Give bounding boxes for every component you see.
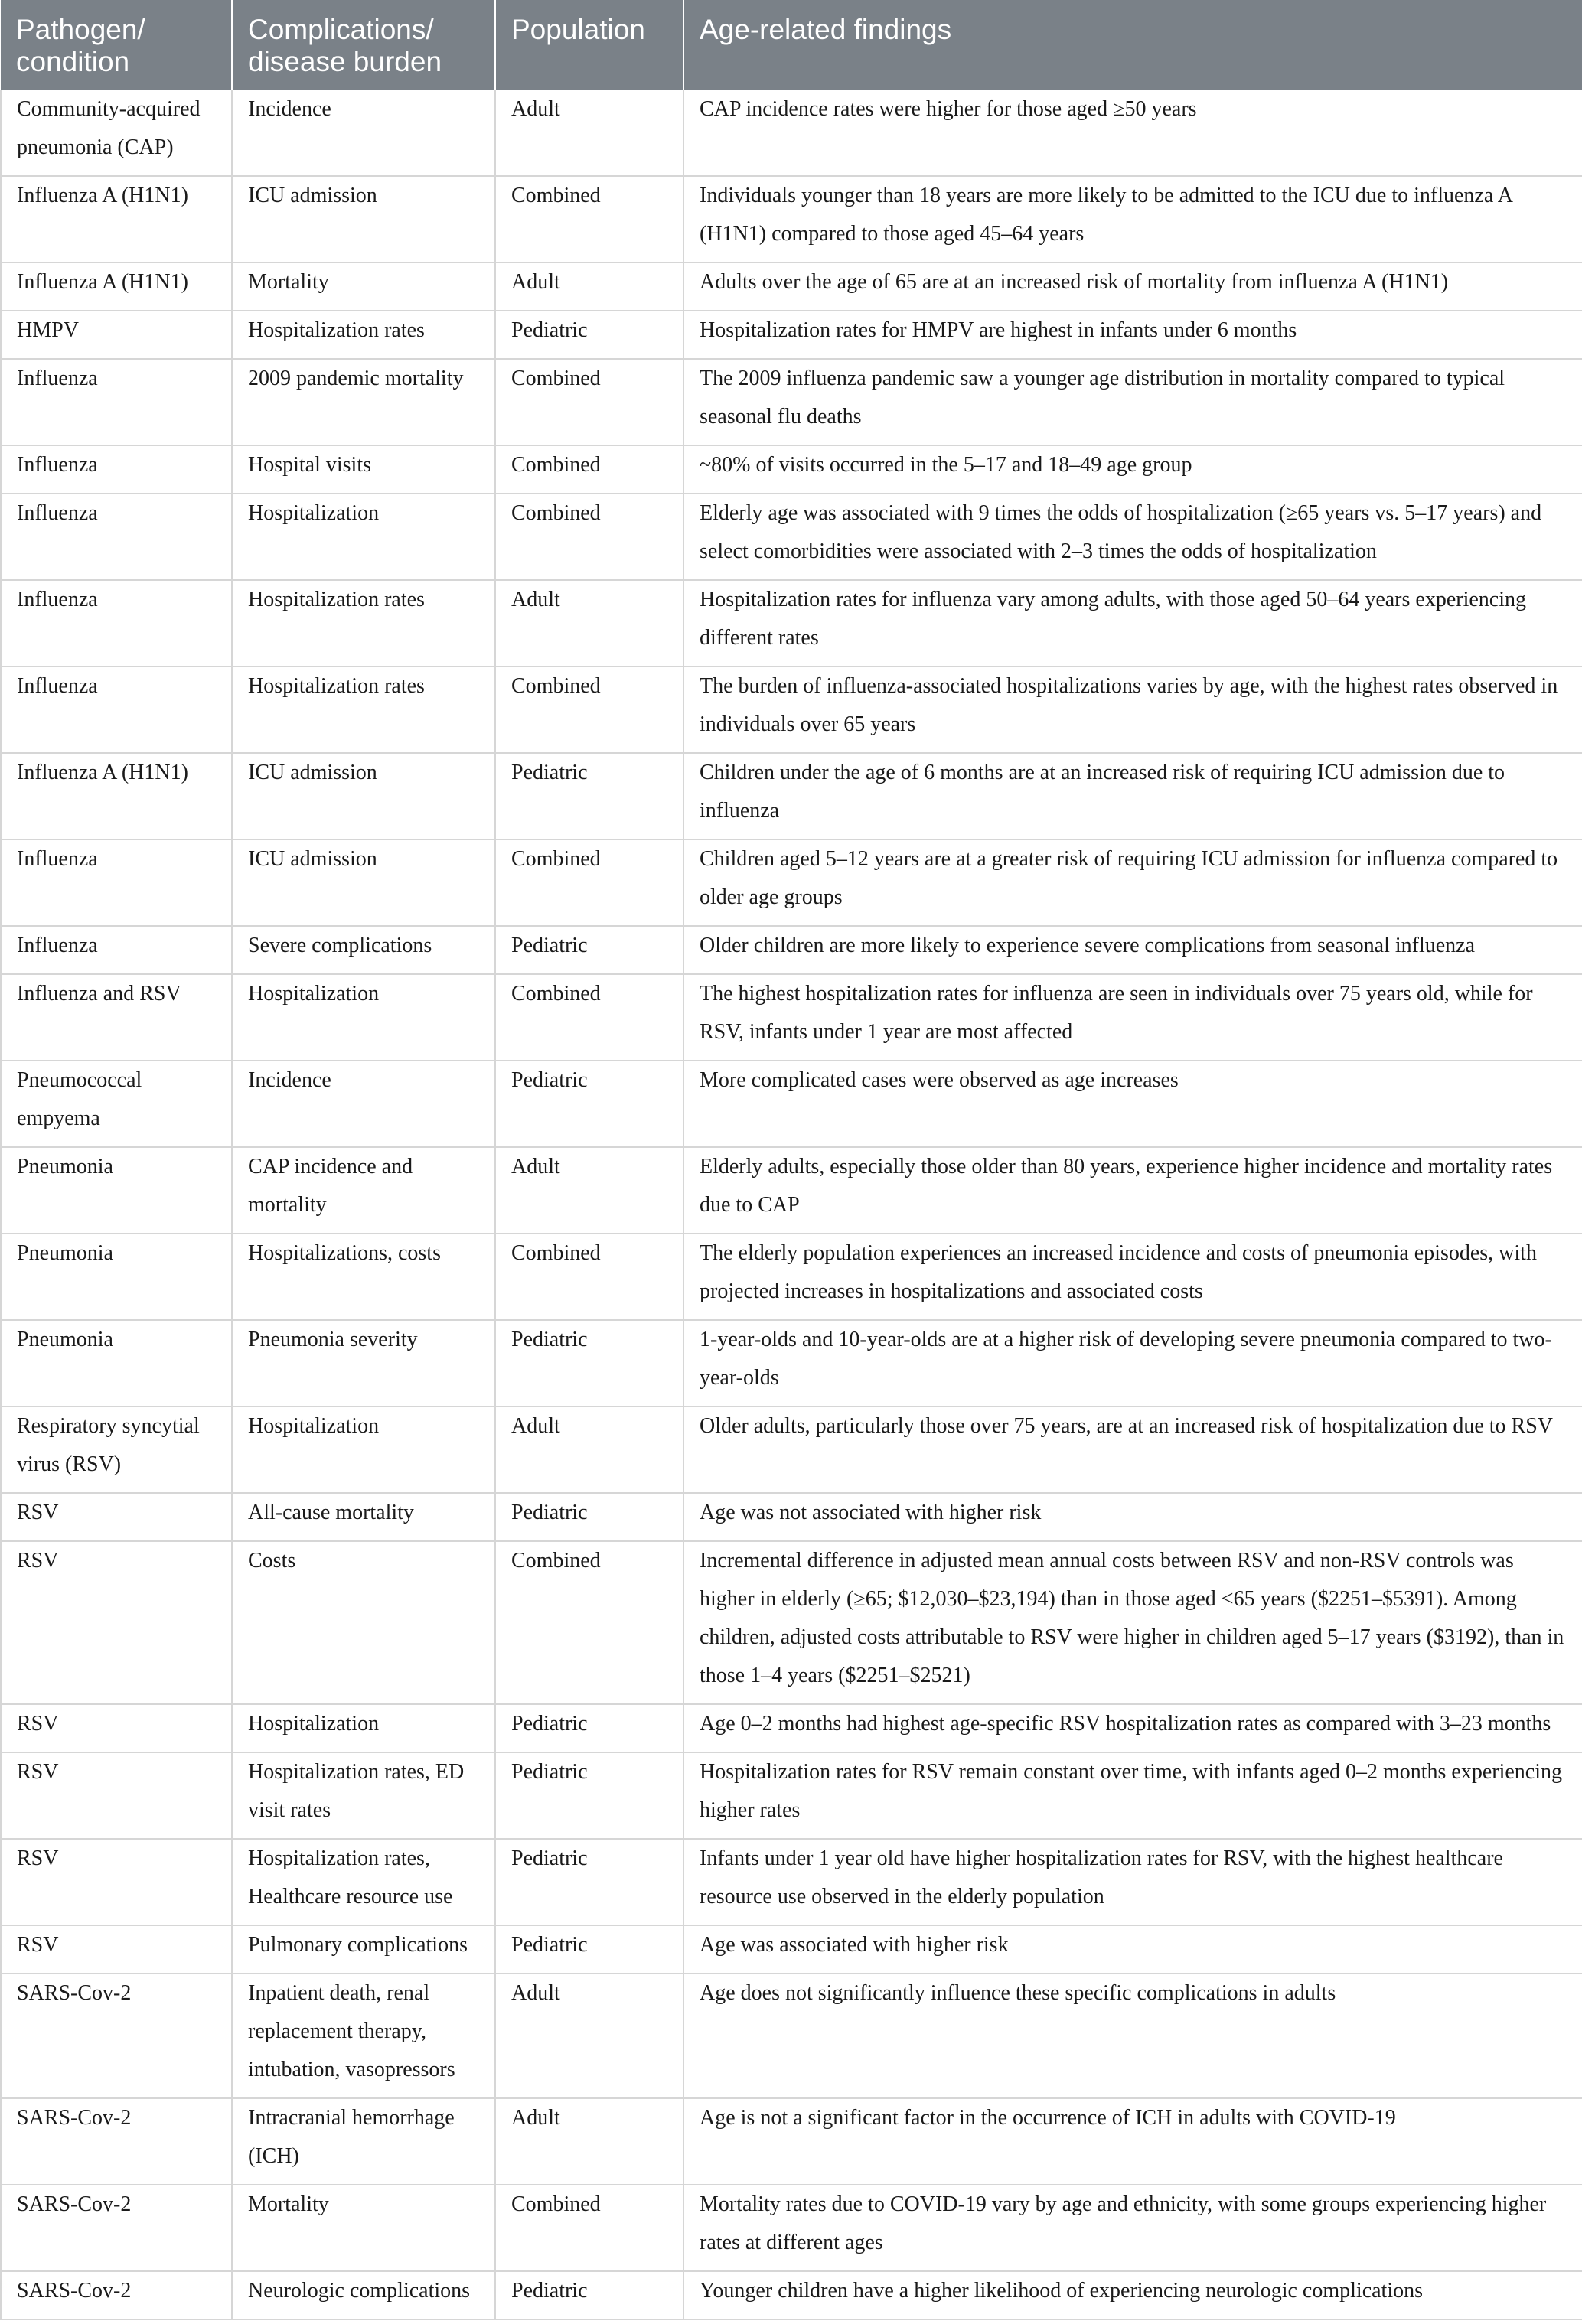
complication-cell: 2009 pandemic mortality (232, 359, 495, 445)
table-row (1, 839, 1582, 926)
pathogen-cell: Pneumonia (1, 1147, 232, 1234)
table-row (1, 311, 1582, 359)
complication-cell: Costs (232, 1541, 495, 1704)
complication-cell: ICU admission (232, 753, 495, 839)
complication-cell: Hospitalization (232, 1704, 495, 1752)
findings-cell: The 2009 influenza pandemic saw a younger age distribution in mortality compared to typical seasonal flu deaths (683, 359, 1582, 445)
population-cell: Pediatric (495, 311, 683, 359)
findings-cell: Hospitalization rates for influenza vary among adults, with those aged 50–64 years experiencing different rates (683, 580, 1582, 667)
pathogen-cell: RSV (1, 1704, 232, 1752)
population-cell: Adult (495, 1406, 683, 1493)
table-row (1, 926, 1582, 974)
pathogen-cell: SARS-Cov-2 (1, 2098, 232, 2185)
population-cell: Combined (495, 494, 683, 580)
complication-cell: Hospitalizations, costs (232, 1234, 495, 1320)
findings-cell: The highest hospitalization rates for influenza are seen in individuals over 75 years old, while for RSV, infants under 1 year are most affected (683, 974, 1582, 1061)
population-cell: Pediatric (495, 1320, 683, 1406)
population-cell: Adult (495, 1974, 683, 2098)
table-row (1, 445, 1582, 494)
pathogen-cell: Influenza A (H1N1) (1, 753, 232, 839)
findings-cell: The elderly population experiences an increased incidence and costs of pneumonia episodes, with projected increases in hospitalizations and associated costs (683, 1234, 1582, 1320)
table-row (1, 667, 1582, 753)
population-cell: Pediatric (495, 926, 683, 974)
complication-cell: Hospitalization rates (232, 311, 495, 359)
population-cell: Combined (495, 1541, 683, 1704)
findings-cell: Incremental difference in adjusted mean annual costs between RSV and non-RSV controls was higher in elderly (≥65; $12,030–$23,194) than in those aged <65 years ($2251–$5391). Among children, adjusted costs attributable to RSV were higher in children aged 5–17 years ($3192), than in those 1–4 years ($2251–$2521) (683, 1541, 1582, 1704)
complication-cell: All-cause mortality (232, 1493, 495, 1541)
table-row (1, 1234, 1582, 1320)
pathogen-cell: Influenza A (H1N1) (1, 262, 232, 311)
pathogen-cell: RSV (1, 1541, 232, 1704)
table-row (1, 1974, 1582, 2098)
population-cell: Pediatric (495, 1925, 683, 1974)
findings-cell: CAP incidence rates were higher for those aged ≥50 years (683, 90, 1582, 176)
table-row (1, 974, 1582, 1061)
table-row (1, 1320, 1582, 1406)
pathogen-cell: Respiratory syncytial virus (RSV) (1, 1406, 232, 1493)
complication-cell: Hospital visits (232, 445, 495, 494)
findings-cell: Individuals younger than 18 years are more likely to be admitted to the ICU due to influenza A (H1N1) compared to those aged 45–64 years (683, 176, 1582, 262)
population-cell: Adult (495, 1147, 683, 1234)
complication-cell: Intracranial hemorrhage (ICH) (232, 2098, 495, 2185)
complication-cell: Hospitalization (232, 494, 495, 580)
pathogen-cell: Pneumococcal empyema (1, 1061, 232, 1147)
header-pathogen: Pathogen/ condition (1, 0, 232, 90)
header-findings: Age-related findings (683, 0, 1582, 90)
population-cell: Pediatric (495, 1839, 683, 1925)
pathogen-cell: Influenza (1, 445, 232, 494)
findings-cell: Younger children have a higher likelihood of experiencing neurologic complications (683, 2271, 1582, 2319)
population-cell: Adult (495, 90, 683, 176)
complication-cell: Hospitalization (232, 974, 495, 1061)
complication-cell: Inpatient death, renal replacement therapy, intubation, vasopressors (232, 1974, 495, 2098)
population-cell: Combined (495, 839, 683, 926)
pathogen-cell: Influenza (1, 926, 232, 974)
header-population: Population (495, 0, 683, 90)
table-row (1, 1704, 1582, 1752)
findings-cell: Older children are more likely to experience severe complications from seasonal influenza (683, 926, 1582, 974)
findings-cell: Age does not significantly influence these specific complications in adults (683, 1974, 1582, 2098)
population-cell: Combined (495, 445, 683, 494)
complication-cell: Incidence (232, 1061, 495, 1147)
table-row (1, 1147, 1582, 1234)
pathogen-cell: Influenza (1, 494, 232, 580)
population-cell: Pediatric (495, 2271, 683, 2319)
findings-cell: Age was not associated with higher risk (683, 1493, 1582, 1541)
table-row (1, 1493, 1582, 1541)
header-complications: Complications/ disease burden (232, 0, 495, 90)
complication-cell: Pneumonia severity (232, 1320, 495, 1406)
pathogen-cell: RSV (1, 1925, 232, 1974)
table-row (1, 580, 1582, 667)
complication-cell: Hospitalization rates, Healthcare resource use (232, 1839, 495, 1925)
population-cell: Adult (495, 580, 683, 667)
table-row (1, 2185, 1582, 2271)
population-cell: Pediatric (495, 1493, 683, 1541)
table-row (1, 2098, 1582, 2185)
findings-cell: Age 0–2 months had highest age-specific RSV hospitalization rates as compared with 3–23 months (683, 1704, 1582, 1752)
population-cell: Pediatric (495, 753, 683, 839)
findings-cell: Children under the age of 6 months are at an increased risk of requiring ICU admission due to influenza (683, 753, 1582, 839)
population-cell: Combined (495, 974, 683, 1061)
table-row (1, 494, 1582, 580)
complication-cell: Hospitalization rates (232, 667, 495, 753)
complication-cell: CAP incidence and mortality (232, 1147, 495, 1234)
complication-cell: Mortality (232, 2185, 495, 2271)
pathogen-cell: SARS-Cov-2 (1, 2271, 232, 2319)
findings-cell: 1-year-olds and 10-year-olds are at a higher risk of developing severe pneumonia compared to two-year-olds (683, 1320, 1582, 1406)
population-cell: Combined (495, 176, 683, 262)
table-body (1, 90, 1582, 2319)
pathogen-cell: RSV (1, 1839, 232, 1925)
complication-cell: Pulmonary complications (232, 1925, 495, 1974)
findings-cell: More complicated cases were observed as age increases (683, 1061, 1582, 1147)
findings-cell: Adults over the age of 65 are at an increased risk of mortality from influenza A (H1N1) (683, 262, 1582, 311)
population-cell: Adult (495, 262, 683, 311)
findings-cell: Age was associated with higher risk (683, 1925, 1582, 1974)
table-row (1, 359, 1582, 445)
findings-cell: The burden of influenza-associated hospitalizations varies by age, with the highest rates observed in individuals over 65 years (683, 667, 1582, 753)
findings-cell: Older adults, particularly those over 75 years, are at an increased risk of hospitalization due to RSV (683, 1406, 1582, 1493)
table-row (1, 176, 1582, 262)
complication-cell: ICU admission (232, 176, 495, 262)
findings-cell: Children aged 5–12 years are at a greater risk of requiring ICU admission for influenza compared to older age groups (683, 839, 1582, 926)
pathogen-cell: Influenza (1, 839, 232, 926)
table-row (1, 1406, 1582, 1493)
pathogen-cell: RSV (1, 1493, 232, 1541)
population-cell: Pediatric (495, 1061, 683, 1147)
pathogen-cell: Influenza (1, 359, 232, 445)
findings-cell: Hospitalization rates for RSV remain constant over time, with infants aged 0–2 months experiencing higher rates (683, 1752, 1582, 1839)
complication-cell: ICU admission (232, 839, 495, 926)
pathogen-cell: Influenza and RSV (1, 974, 232, 1061)
population-cell: Adult (495, 2098, 683, 2185)
table-row (1, 753, 1582, 839)
findings-cell: Infants under 1 year old have higher hospitalization rates for RSV, with the highest healthcare resource use observed in the elderly population (683, 1839, 1582, 1925)
table-row (1, 1839, 1582, 1925)
complication-cell: Hospitalization rates (232, 580, 495, 667)
population-cell: Combined (495, 667, 683, 753)
findings-cell: Age is not a significant factor in the occurrence of ICH in adults with COVID-19 (683, 2098, 1582, 2185)
pathogen-cell: HMPV (1, 311, 232, 359)
table-row (1, 2271, 1582, 2319)
table-row (1, 262, 1582, 311)
table-row (1, 1541, 1582, 1704)
population-cell: Pediatric (495, 1752, 683, 1839)
complication-cell: Severe complications (232, 926, 495, 974)
pathogen-cell: Influenza (1, 667, 232, 753)
table-header (1, 0, 1582, 90)
population-cell: Combined (495, 1234, 683, 1320)
header-row (1, 0, 1582, 90)
pathogen-cell: Pneumonia (1, 1320, 232, 1406)
pathogen-cell: Community-acquired pneumonia (CAP) (1, 90, 232, 176)
pathogen-cell: RSV (1, 1752, 232, 1839)
table-row (1, 1752, 1582, 1839)
pathogen-cell: Influenza (1, 580, 232, 667)
table-row (1, 90, 1582, 176)
complication-cell: Hospitalization rates, ED visit rates (232, 1752, 495, 1839)
findings-cell: Elderly age was associated with 9 times the odds of hospitalization (≥65 years vs. 5–17 years) and select comorbidities were associated with 2–3 times the odds of hospitalization (683, 494, 1582, 580)
complication-cell: Incidence (232, 90, 495, 176)
findings-cell: Hospitalization rates for HMPV are highest in infants under 6 months (683, 311, 1582, 359)
population-cell: Pediatric (495, 1704, 683, 1752)
complication-cell: Hospitalization (232, 1406, 495, 1493)
population-cell: Combined (495, 2185, 683, 2271)
pathogen-cell: SARS-Cov-2 (1, 1974, 232, 2098)
table-row (1, 1061, 1582, 1147)
complication-cell: Neurologic complications (232, 2271, 495, 2319)
complication-cell: Mortality (232, 262, 495, 311)
findings-cell: Mortality rates due to COVID-19 vary by age and ethnicity, with some groups experiencing higher rates at different ages (683, 2185, 1582, 2271)
pathogen-cell: Influenza A (H1N1) (1, 176, 232, 262)
table-row (1, 1925, 1582, 1974)
pathogen-cell: SARS-Cov-2 (1, 2185, 232, 2271)
findings-cell: Elderly adults, especially those older than 80 years, experience higher incidence and mortality rates due to CAP (683, 1147, 1582, 1234)
population-cell: Combined (495, 359, 683, 445)
findings-cell: ~80% of visits occurred in the 5–17 and 18–49 age group (683, 445, 1582, 494)
pathogen-cell: Pneumonia (1, 1234, 232, 1320)
